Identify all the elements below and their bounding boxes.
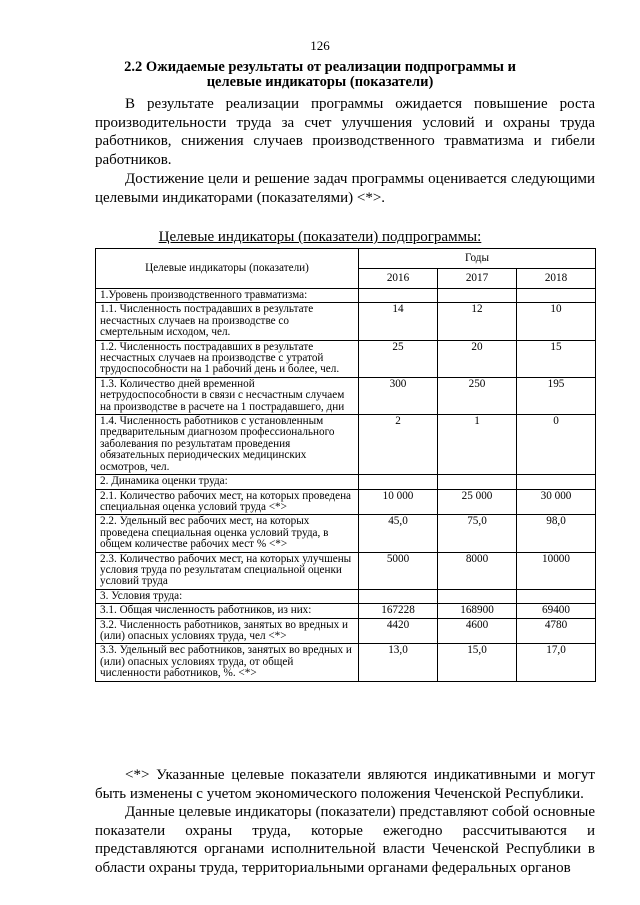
indicator-label: 1.3. Количество дней временной нетрудоспособности в связи с несчастным случаем на производстве в расчете на 1 пострадавшего, дни <box>96 377 359 414</box>
indicator-label: 3.3. Удельный вес работников, занятых во вредных и (или) опасных условиях труда, от общей численности работников, %. <*> <box>96 644 359 681</box>
header-indicator: Целевые индикаторы (показатели) <box>96 249 359 289</box>
table-row <box>96 489 596 515</box>
indicator-value-2016: 5000 <box>359 552 438 589</box>
table-row <box>96 340 596 377</box>
indicator-value-2017: 250 <box>438 377 517 414</box>
table-row <box>96 618 596 644</box>
indicator-value-2018: 30 000 <box>517 489 596 515</box>
section-row <box>96 475 596 489</box>
section-empty-cell <box>517 589 596 603</box>
indicator-label: 1.1. Численность пострадавших в результате несчастных случаев на производстве со смертельным исходом, чел. <box>96 303 359 340</box>
section-empty-cell <box>359 589 438 603</box>
indicator-value-2018: 10 <box>517 303 596 340</box>
indicator-label: 1.4. Численность работников с установленным предварительным диагнозом профессионального заболевания по результатам проведения обязательных периодических медицинских осмотров, чел. <box>96 415 359 475</box>
header-year-2017: 2017 <box>438 269 517 289</box>
indicator-value-2016: 2 <box>359 415 438 475</box>
indicator-label: 2.3. Количество рабочих мест, на которых улучшены условия труда по результатам специальной оценки условий труда <box>96 552 359 589</box>
table-row <box>96 377 596 414</box>
header-year-2018: 2018 <box>517 269 596 289</box>
table-row <box>96 303 596 340</box>
indicator-value-2017: 4600 <box>438 618 517 644</box>
section-title: 1.Уровень производственного травматизма: <box>96 289 359 303</box>
section-row <box>96 289 596 303</box>
indicator-value-2016: 10 000 <box>359 489 438 515</box>
indicator-value-2016: 25 <box>359 340 438 377</box>
section-empty-cell <box>517 475 596 489</box>
header-years: Годы <box>359 249 596 269</box>
section-heading: 2.2 Ожидаемые результаты от реализации подпрограммы и целевые индикаторы (показатели) <box>124 59 516 90</box>
indicator-label: 2.1. Количество рабочих мест, на которых проведена специальная оценка условий труда <*> <box>96 489 359 515</box>
indicator-value-2018: 98,0 <box>517 515 596 552</box>
indicator-value-2018: 0 <box>517 415 596 475</box>
indicator-value-2018: 10000 <box>517 552 596 589</box>
section-empty-cell <box>438 289 517 303</box>
indicator-value-2018: 17,0 <box>517 644 596 681</box>
indicator-label: 2.2. Удельный вес рабочих мест, на которых проведена специальная оценка условий труда, в общем количестве рабочих мест % <*> <box>96 515 359 552</box>
section-title: 3. Условия труда: <box>96 589 359 603</box>
page-number: 126 <box>310 38 330 53</box>
indicator-value-2017: 1 <box>438 415 517 475</box>
indicator-value-2017: 20 <box>438 340 517 377</box>
indicator-value-2016: 300 <box>359 377 438 414</box>
indicator-value-2018: 4780 <box>517 618 596 644</box>
section-title: 2. Динамика оценки труда: <box>96 475 359 489</box>
indicator-value-2018: 195 <box>517 377 596 414</box>
header-year-2016: 2016 <box>359 269 438 289</box>
table-row <box>96 552 596 589</box>
indicators-table <box>95 248 596 682</box>
indicator-value-2016: 167228 <box>359 604 438 618</box>
indicator-value-2016: 14 <box>359 303 438 340</box>
indicator-label: 3.1. Общая численность работников, из них: <box>96 604 359 618</box>
indicator-value-2017: 75,0 <box>438 515 517 552</box>
section-empty-cell <box>517 289 596 303</box>
table-title: Целевые индикаторы (показатели) подпрограммы: <box>158 229 482 245</box>
indicator-value-2016: 4420 <box>359 618 438 644</box>
indicator-value-2017: 8000 <box>438 552 517 589</box>
table-row <box>96 415 596 475</box>
table-row <box>96 604 596 618</box>
table-row <box>96 644 596 681</box>
indicator-value-2017: 25 000 <box>438 489 517 515</box>
indicator-value-2018: 69400 <box>517 604 596 618</box>
section-empty-cell <box>438 589 517 603</box>
indicators-paragraph: Достижение цели и решение задач программы оценивается следующими целевыми индикаторами (показателями) <*>. <box>95 171 595 206</box>
footnote: <*> Указанные целевые показатели являются индикативными и могут быть изменены с учетом экономического положения Чеченской Республики. <box>95 767 595 802</box>
section-empty-cell <box>438 475 517 489</box>
indicator-value-2016: 45,0 <box>359 515 438 552</box>
section-row <box>96 589 596 603</box>
indicator-value-2017: 15,0 <box>438 644 517 681</box>
indicator-value-2018: 15 <box>517 340 596 377</box>
indicator-value-2017: 168900 <box>438 604 517 618</box>
indicator-label: 3.2. Численность работников, занятых во вредных и (или) опасных условиях труда, чел <*> <box>96 618 359 644</box>
indicator-label: 1.2. Численность пострадавших в результате несчастных случаев на производстве с утратой трудоспособности на 1 рабочий день и более, чел. <box>96 340 359 377</box>
section-empty-cell <box>359 289 438 303</box>
intro-paragraph: В результате реализации программы ожидается повышение роста производительности труда за счет улучшения условий и охраны труда работников, снижения случаев производственного травматизма и гибели работников. <box>95 96 595 168</box>
indicator-value-2017: 12 <box>438 303 517 340</box>
indicator-value-2016: 13,0 <box>359 644 438 681</box>
table-row <box>96 515 596 552</box>
closing-paragraph: Данные целевые индикаторы (показатели) представляют собой основные показатели охраны труда, которые ежегодно рассчитываются и представляются органами исполнительной власти Чеченской Республики в области охраны труда, территориальными органами федеральных органов <box>95 804 595 876</box>
section-empty-cell <box>359 475 438 489</box>
